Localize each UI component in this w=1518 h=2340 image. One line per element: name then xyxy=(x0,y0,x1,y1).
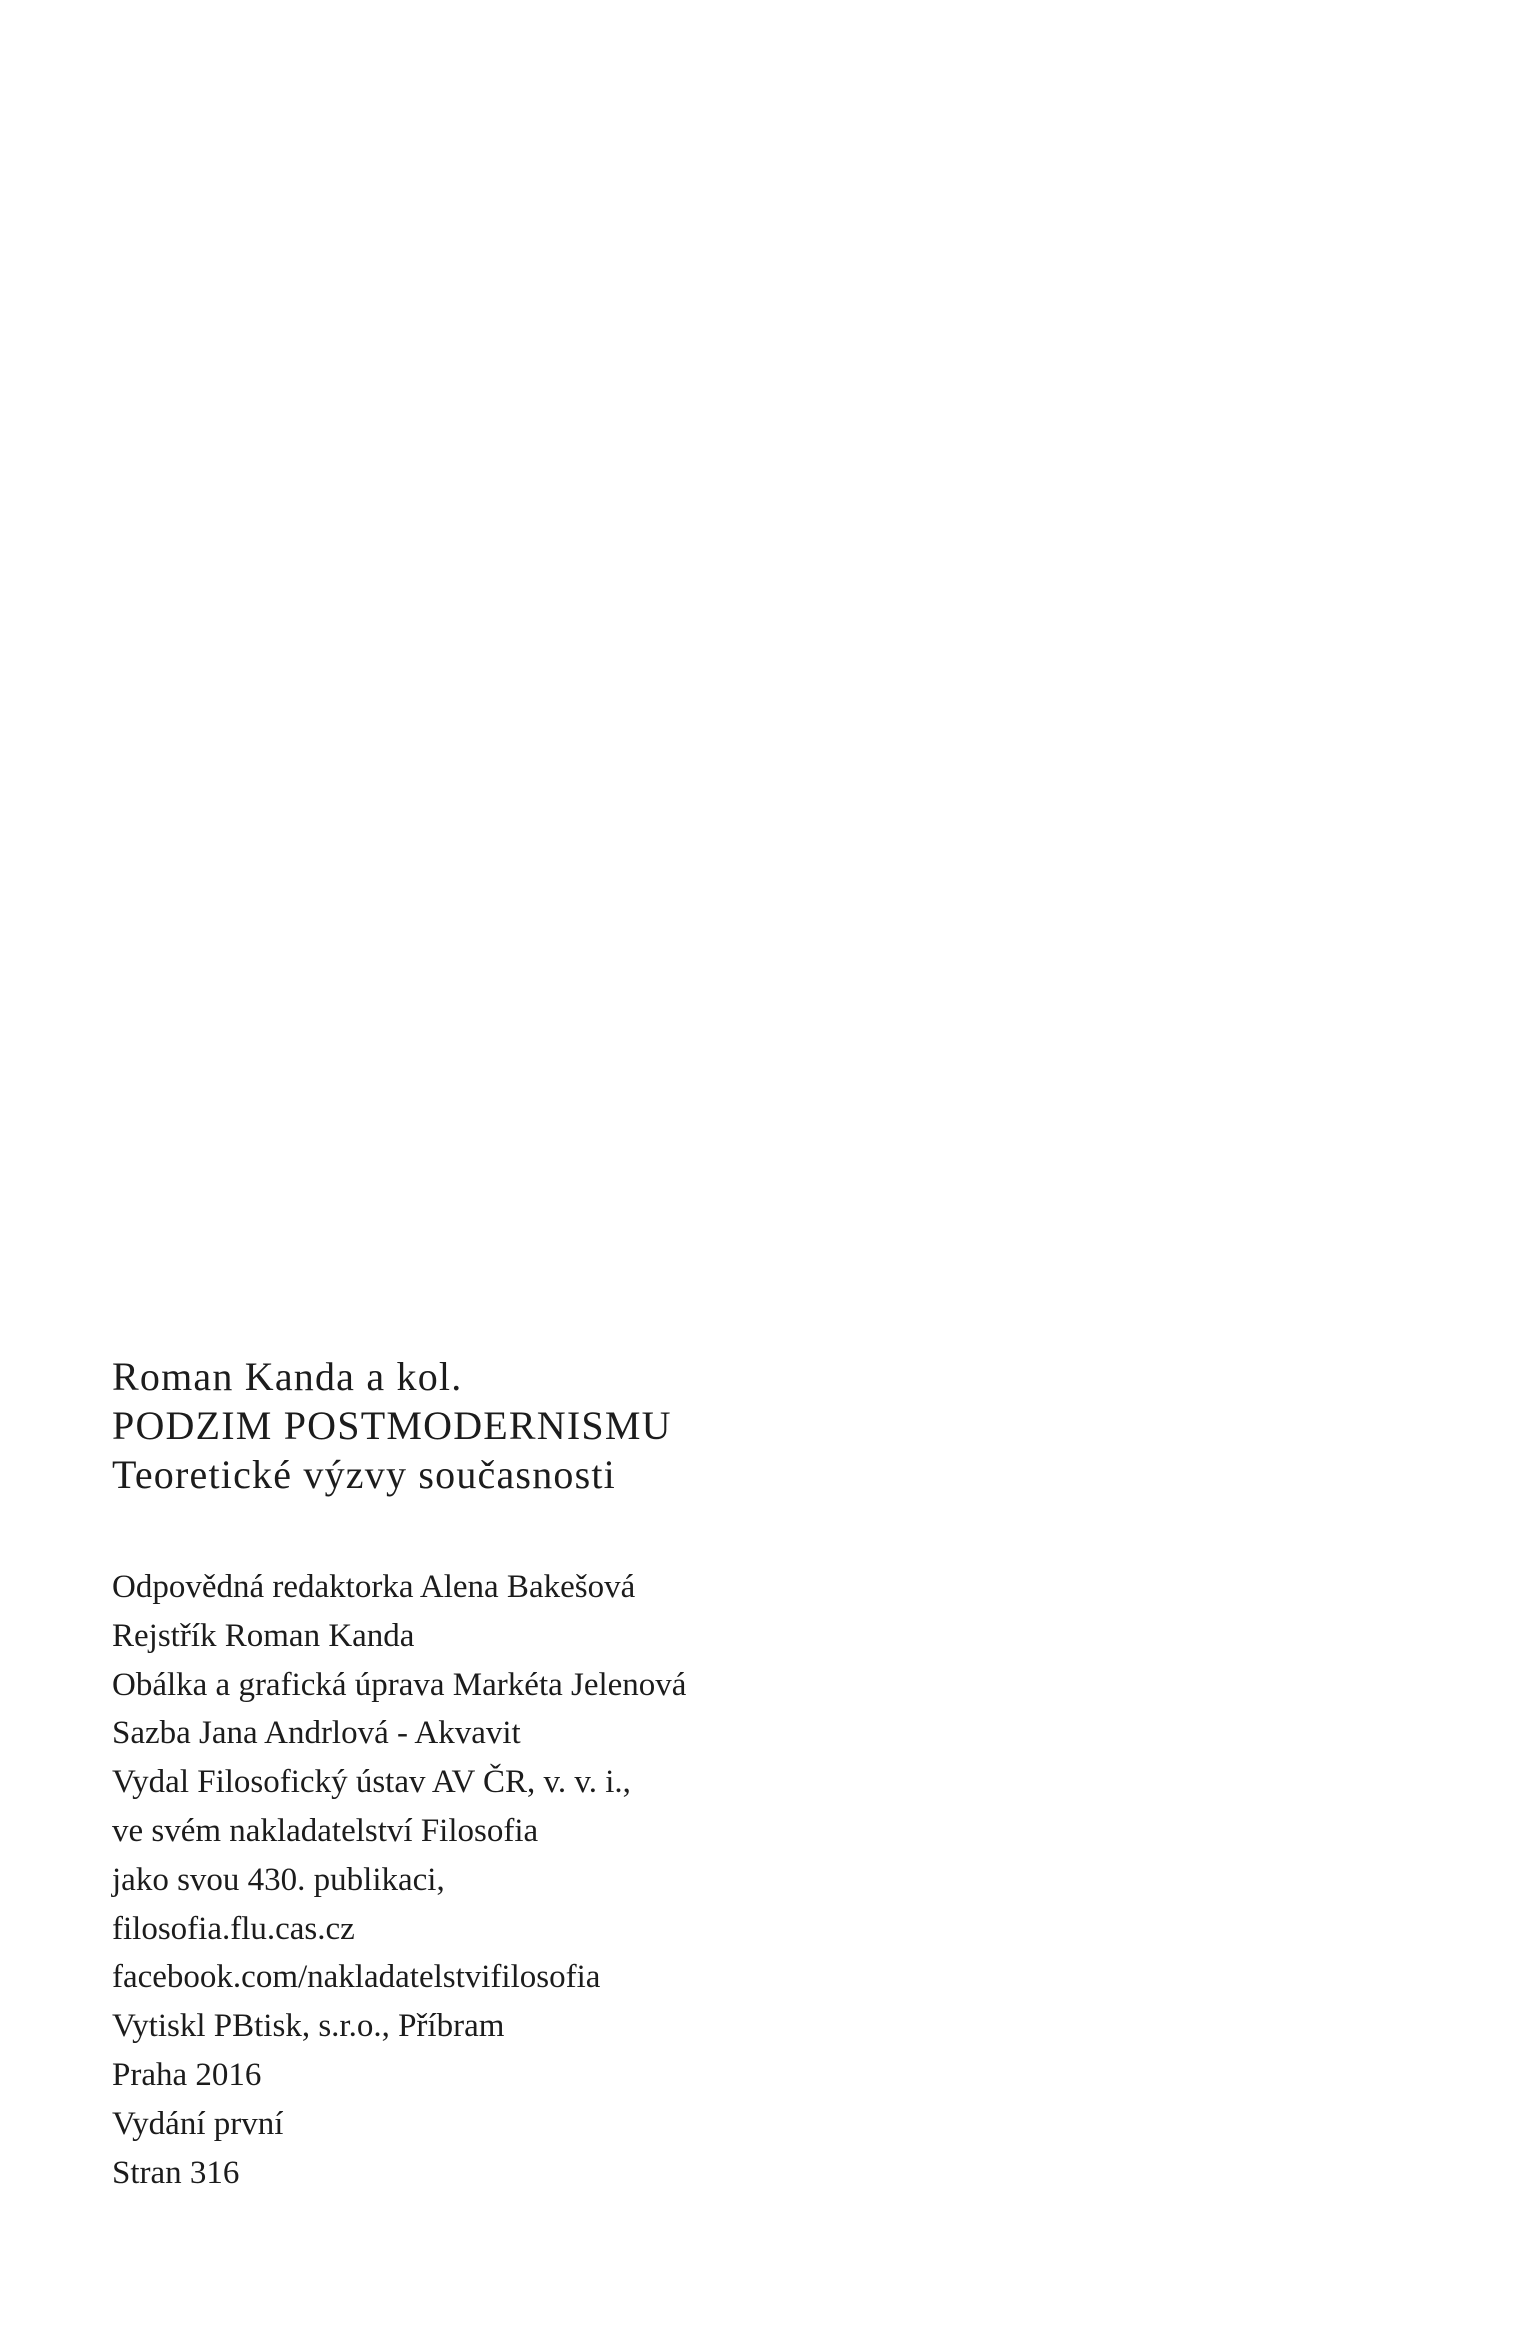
publication-number-line: jako svou 430. publikaci, xyxy=(112,1861,445,1898)
colophon xyxy=(112,1352,1212,2197)
edition-line: Vydání první xyxy=(112,2105,284,2142)
title-block xyxy=(112,1352,1212,1499)
cover-design-line: Obálka a grafická úprava Markéta Jelenová xyxy=(112,1666,687,1703)
book-title: PODZIM POSTMODERNISMU xyxy=(112,1403,672,1448)
printer-line: Vytiskl PBtisk, s.r.o., Příbram xyxy=(112,2008,505,2045)
book-author: Roman Kanda a kol. xyxy=(112,1354,463,1399)
page-count-line: Stran 316 xyxy=(112,2154,240,2191)
publisher-line: Vydal Filosofický ústav AV ČR, v. v. i., xyxy=(112,1764,631,1801)
book-subtitle: Teoretické výzvy současnosti xyxy=(112,1452,616,1497)
typesetting-line: Sazba Jana Andrlová - Akvavit xyxy=(112,1715,521,1752)
facebook-line: facebook.com/nakladatelstvifilosofia xyxy=(112,1959,601,1996)
website-line: filosofia.flu.cas.cz xyxy=(112,1910,355,1947)
colophon-details xyxy=(112,1563,1212,2197)
publishing-house-line: ve svém nakladatelství Filosofia xyxy=(112,1812,539,1849)
index-line: Rejstřík Roman Kanda xyxy=(112,1617,415,1654)
editor-line: Odpovědná redaktorka Alena Bakešová xyxy=(112,1569,636,1605)
place-year-line: Praha 2016 xyxy=(112,2056,262,2093)
